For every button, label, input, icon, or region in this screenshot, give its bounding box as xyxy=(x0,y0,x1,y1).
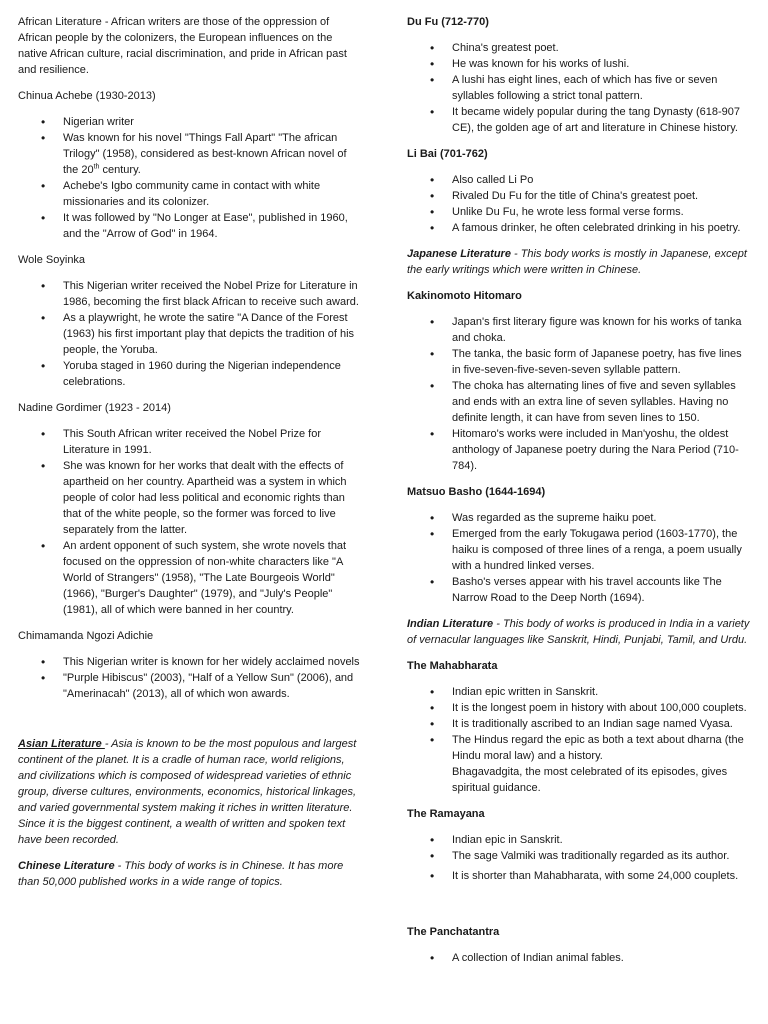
gordimer-list xyxy=(18,426,363,618)
du-fu-list xyxy=(407,40,751,136)
mahabharata-list xyxy=(407,684,751,796)
list-item: • Indian epic written in Sanskrit. xyxy=(452,684,751,700)
list-item: • It was followed by "No Longer at Ease", published in 1960, and the "Arrow of God" in 1964. xyxy=(63,210,363,242)
list-item: • It became widely popular during the tang Dynasty (618-907 CE), the golden age of art and literature in Chinese history. xyxy=(452,104,751,136)
mahabharata-heading: The Mahabharata xyxy=(407,660,498,672)
soyinka-list xyxy=(18,278,363,390)
basho-heading: Matsuo Basho (1644-1694) xyxy=(407,486,546,498)
achebe-list xyxy=(18,114,363,242)
ramayana-list xyxy=(407,832,751,884)
list-item: • It is traditionally ascribed to an Indian sage named Vyasa. xyxy=(452,716,751,732)
list-item: • An ardent opponent of such system, she wrote novels that focused on the oppression of non-white characters like "A World of Strangers" (1958), "The Late Bourgeois World" (1966), "Burger's Daughter" (1979), and "July's People" (1981), all of which were banned in her country. xyxy=(63,538,363,618)
hitomaro-list xyxy=(407,314,751,474)
spacer xyxy=(18,712,363,736)
chinese-literature-paragraph: Chinese Literature - This body of works is in Chinese. It has more than 50,000 published works in a wide range of topics. xyxy=(18,860,344,888)
list-item: • Nigerian writer xyxy=(63,114,363,130)
list-item: • A famous drinker, he often celebrated drinking in his poetry. xyxy=(452,220,751,236)
ramayana-heading: The Ramayana xyxy=(407,808,485,820)
list-item: • This Nigerian writer received the Nobel Prize for Literature in 1986, becoming the first black African to receive such award. xyxy=(63,278,363,310)
list-item: • A lushi has eight lines, each of which has five or seven syllables following a strict tonal pattern. xyxy=(452,72,751,104)
list-item: • The Hindus regard the epic as both a text about dharna (the Hindu moral law) and a history. Bhagavadgita, the most celebrated of its episodes, gives spiritual guidance. xyxy=(452,732,751,796)
list-item: • The choka has alternating lines of five and seven syllables and ends with an extra line of seven syllables. Having no definite length, it can have from seven lines to 150. xyxy=(452,378,751,426)
list-item: • Basho's verses appear with his travel accounts like The Narrow Road to the Deep North (1694). xyxy=(452,574,751,606)
list-item: • Unlike Du Fu, he wrote less formal verse forms. xyxy=(452,204,751,220)
du-fu-heading: Du Fu (712-770) xyxy=(407,16,489,28)
list-item: • Was known for his novel "Things Fall Apart" "The african Trilogy" (1958), considered as best-known African novel of the 20th century. xyxy=(63,130,363,178)
asian-literature-paragraph: Asian Literature - Asia is known to be the most populous and largest continent of the planet. It is a cradle of human race, world religions, and civilizations which is composed of widespread varieties of ethnic group, diverse cultures, environments, economics, historical linkages, and varied governmental system making it riches in written literature. Since it is the biggest continent, a wealth of written and spoken text have been recorded. xyxy=(18,738,357,846)
list-item: • Emerged from the early Tokugawa period (1603-1770), the haiku is composed of three lines of a renga, a poem usually with a hundred linked verses. xyxy=(452,526,751,574)
list-item: • Hitomaro's works were included in Man'yoshu, the oldest anthology of Japanese poetry during the Nara Period (710-784). xyxy=(452,426,751,474)
list-item: • Japan's first literary figure was known for his works of tanka and choka. xyxy=(452,314,751,346)
list-item: • It is the longest poem in history with about 100,000 couplets. xyxy=(452,700,751,716)
adichie-heading: Chimamanda Ngozi Adichie xyxy=(18,630,154,642)
japanese-literature-paragraph: Japanese Literature - This body works is mostly in Japanese, except the early writings which were written in Chinese. xyxy=(407,248,747,276)
indian-literature-paragraph: Indian Literature - This body of works is produced in India in a variety of vernacular languages like Sanskrit, Hindi, Punjabi, Tamil, and Urdu. xyxy=(407,618,750,646)
list-item: • It is shorter than Mahabharata, with some 24,000 couplets. xyxy=(452,868,751,884)
gordimer-heading: Nadine Gordimer (1923 - 2014) xyxy=(18,402,171,414)
adichie-list xyxy=(18,654,363,702)
li-bai-heading: Li Bai (701-762) xyxy=(407,148,488,160)
list-item: • Rivaled Du Fu for the title of China's greatest poet. xyxy=(452,188,751,204)
list-item: • China's greatest poet. xyxy=(452,40,751,56)
list-item: • Also called Li Po xyxy=(452,172,751,188)
list-item: • As a playwright, he wrote the satire "A Dance of the Forest (1963) his first important play that depicts the tradition of his people, the Yoruba. xyxy=(63,310,363,358)
soyinka-heading: Wole Soyinka xyxy=(18,254,86,266)
spacer xyxy=(407,894,751,924)
list-item: • She was known for her works that dealt with the effects of apartheid on her country. Apartheid was a system in which people of color had less political and economic rights than that of the white people, so the former was forced to live separately from the latter. xyxy=(63,458,363,538)
list-item: • Achebe's Igbo community came in contact with white missionaries and its colonizer. xyxy=(63,178,363,210)
list-item: • This South African writer received the Nobel Prize for Literature in 1991. xyxy=(63,426,363,458)
list-item: • A collection of Indian animal fables. xyxy=(452,950,751,966)
list-item: • "Purple Hibiscus" (2003), "Half of a Yellow Sun" (2006), and "Amerinacah" (2013), all of which won awards. xyxy=(63,670,363,702)
basho-list xyxy=(407,510,751,606)
african-literature-intro: African Literature - African writers are those of the oppression of African people by the colonizers, the European influences on the native African culture, racial discrimination, and pride in African past and resilience. xyxy=(18,16,347,76)
right-column xyxy=(407,14,751,976)
list-item: • This Nigerian writer is known for her widely acclaimed novels xyxy=(63,654,363,670)
hitomaro-heading: Kakinomoto Hitomaro xyxy=(407,290,522,302)
list-item: • Indian epic in Sanskrit. xyxy=(452,832,751,848)
left-column xyxy=(18,14,363,900)
li-bai-list xyxy=(407,172,751,236)
panchatantra-list xyxy=(407,950,751,966)
panchatantra-heading: The Panchatantra xyxy=(407,926,500,938)
list-item: • Yoruba staged in 1960 during the Nigerian independence celebrations. xyxy=(63,358,363,390)
list-item: • Was regarded as the supreme haiku poet. xyxy=(452,510,751,526)
achebe-heading: Chinua Achebe (1930-2013) xyxy=(18,90,156,102)
list-item: • The tanka, the basic form of Japanese poetry, has five lines in five-seven-five-seven-seven syllable pattern. xyxy=(452,346,751,378)
list-item: • The sage Valmiki was traditionally regarded as its author. xyxy=(452,848,751,864)
list-item: • He was known for his works of lushi. xyxy=(452,56,751,72)
